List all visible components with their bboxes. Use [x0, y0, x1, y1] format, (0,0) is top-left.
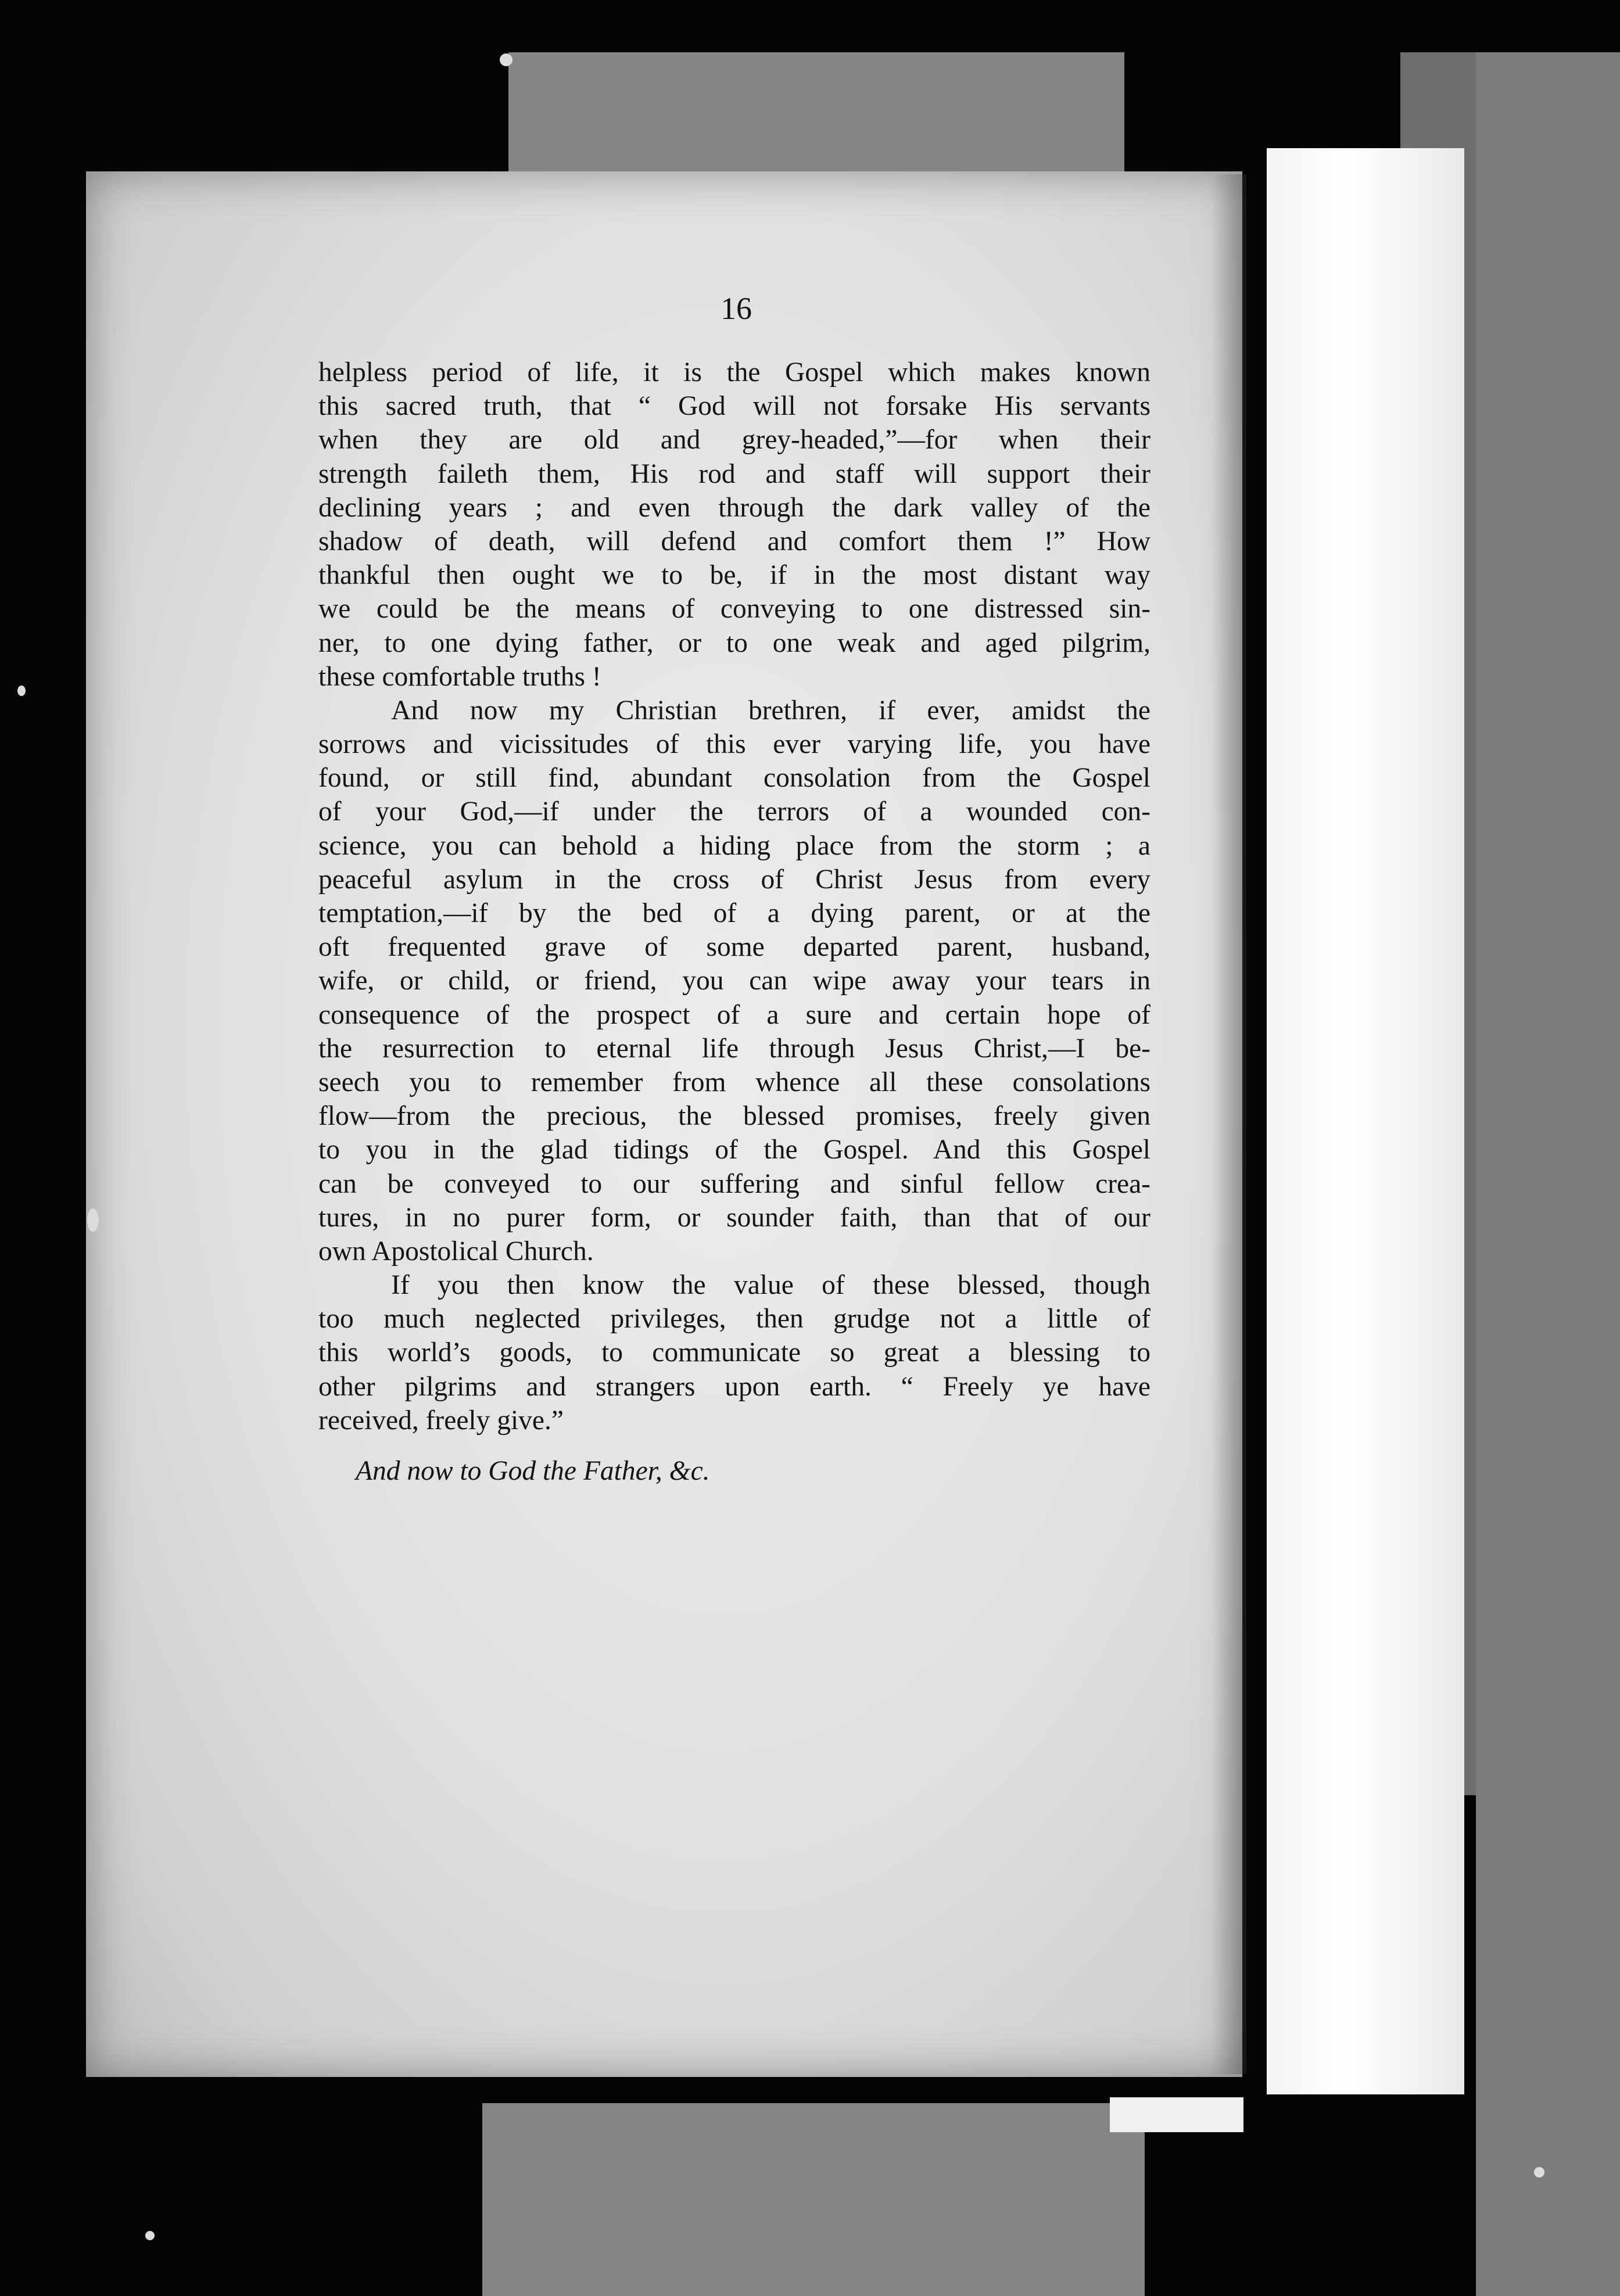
- text-line: this sacred truth, that “ God will not forsake His servants: [318, 391, 1151, 422]
- text-line: received, freely give.”: [318, 1405, 564, 1436]
- text-line: tures, in no purer form, or sounder faith, than that of our: [318, 1202, 1151, 1233]
- text-line: helpless period of life, it is the Gospel which makes known: [318, 357, 1151, 388]
- text-line: too much neglected privileges, then grudge not a little of: [318, 1304, 1151, 1334]
- text-line: If you then know the value of these blessed, though: [391, 1270, 1151, 1301]
- text-line: these comfortable truths !: [318, 661, 601, 692]
- text-line: shadow of death, will defend and comfort them !” How: [318, 526, 1151, 557]
- text-line: other pilgrims and strangers upon earth. “ Freely ye have: [318, 1371, 1151, 1402]
- text-line: temptation,—if by the bed of a dying parent, or at the: [318, 898, 1151, 928]
- backing-board-right: [1476, 52, 1620, 2296]
- text-line: thankful then ought we to be, if in the most distant way: [318, 560, 1151, 591]
- text-line: own Apostolical Church.: [318, 1236, 594, 1267]
- text-line: consequence of the prospect of a sure and certain hope of: [318, 999, 1151, 1030]
- body-text: [318, 356, 1151, 1437]
- text-line: found, or still find, abundant consolation from the Gospel: [318, 763, 1151, 794]
- text-line: declining years ; and even through the dark valley of the: [318, 492, 1151, 523]
- text-line: strength faileth them, His rod and staff will support their: [318, 458, 1151, 489]
- dust-speck: [87, 1208, 99, 1232]
- text-line: wife, or child, or friend, you can wipe away your tears in: [318, 966, 1151, 996]
- text-line: we could be the means of conveying to one distressed sin-: [318, 594, 1151, 625]
- dust-speck: [145, 2231, 155, 2240]
- page-number: 16: [721, 291, 752, 326]
- adjacent-page-strip: [1267, 148, 1464, 2094]
- text-line: oft frequented grave of some departed parent, husband,: [318, 932, 1151, 963]
- text-line: the resurrection to eternal life through Jesus Christ,—I be-: [318, 1033, 1151, 1064]
- text-line: to you in the glad tidings of the Gospel. And this Gospel: [318, 1135, 1151, 1165]
- text-line: sorrows and vicissitudes of this ever varying life, you have: [318, 729, 1151, 760]
- text-line: And now my Christian brethren, if ever, amidst the: [391, 695, 1151, 726]
- text-line: peaceful asylum in the cross of Christ Jesus from every: [318, 864, 1151, 895]
- adjacent-page-tab: [1110, 2097, 1243, 2132]
- closing-doxology: And now to God the Father, &c.: [356, 1456, 710, 1486]
- dust-speck: [1534, 2167, 1544, 2177]
- dust-speck: [500, 53, 512, 66]
- text-line: of your God,—if under the terrors of a wounded con-: [318, 797, 1151, 827]
- text-line: flow—from the precious, the blessed promises, freely given: [318, 1101, 1151, 1132]
- text-line: seech you to remember from whence all these consolations: [318, 1067, 1151, 1097]
- backing-board-bottom: [482, 2103, 1145, 2296]
- text-line: science, you can behold a hiding place from the storm ; a: [318, 830, 1151, 861]
- text-line: ner, to one dying father, or to one weak and aged pilgrim,: [318, 627, 1151, 658]
- text-line: when they are old and grey-headed,”—for when their: [318, 425, 1151, 455]
- text-line: this world’s goods, to communicate so great a blessing to: [318, 1337, 1151, 1368]
- page-edge-shadow: [1212, 174, 1246, 2074]
- dust-speck: [17, 686, 26, 696]
- text-line: can be conveyed to our suffering and sinful fellow crea-: [318, 1168, 1151, 1199]
